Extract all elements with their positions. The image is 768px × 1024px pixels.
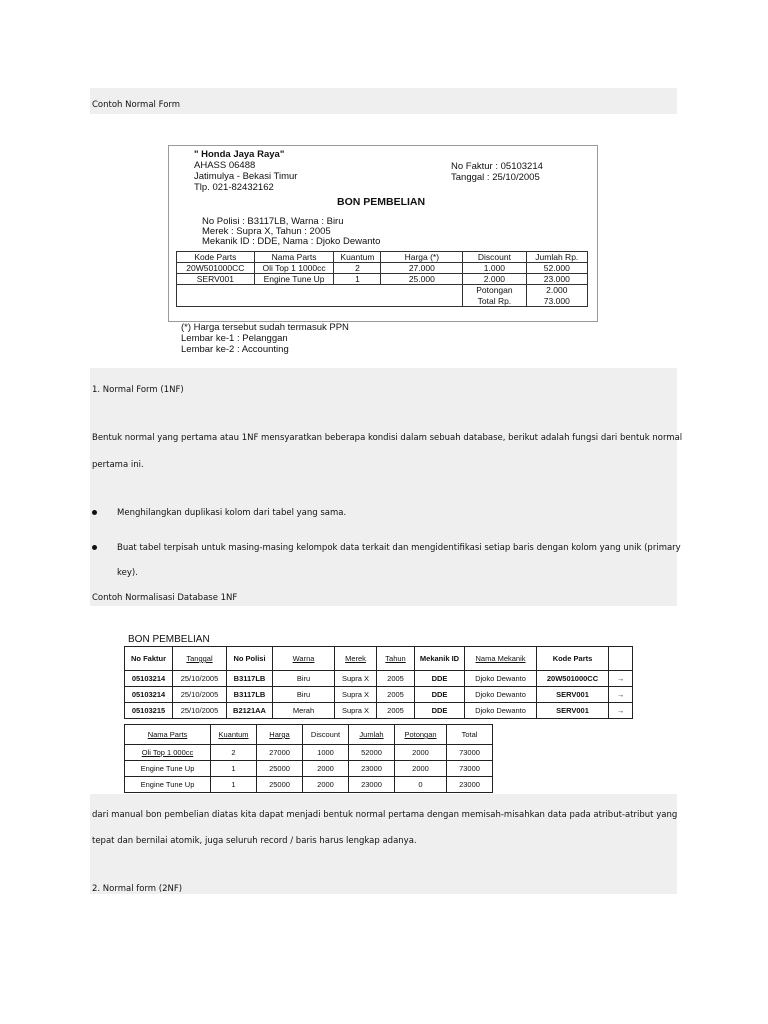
cell: 25000 bbox=[257, 761, 303, 777]
cell: 23000 bbox=[349, 777, 395, 793]
header-cell: Nama Mekanik bbox=[465, 647, 537, 671]
bullet-item-1: Menghilangkan duplikasi kolom dari tabel yang sama. bbox=[117, 508, 347, 518]
table2-header-row bbox=[125, 725, 493, 745]
cell: 05103214 bbox=[125, 671, 173, 687]
cell: Djoko Dewanto bbox=[465, 703, 537, 719]
header-cell bbox=[609, 647, 633, 671]
cell: 25/10/2005 bbox=[173, 703, 227, 719]
cell: Biru bbox=[273, 671, 335, 687]
total-label: Total Rp. bbox=[463, 296, 526, 307]
cell: 1000 bbox=[303, 745, 349, 761]
cell: 27.000 bbox=[381, 263, 463, 274]
cell: SERV001 bbox=[177, 274, 255, 285]
arrow-cell: → bbox=[609, 703, 633, 719]
table-row bbox=[125, 761, 493, 777]
paragraph-1nf-line1: Bentuk normal yang pertama atau 1NF mensyaratkan beberapa kondisi dalam sebuah database, berikut adalah fungsi dari bentuk normal bbox=[92, 433, 683, 443]
cell: 25/10/2005 bbox=[173, 687, 227, 703]
cell: 73000 bbox=[447, 745, 493, 761]
header-cell: Total bbox=[447, 725, 493, 745]
header-cell: Kuantum bbox=[334, 252, 381, 263]
header-cell: Nama Parts bbox=[125, 725, 211, 745]
cell: 73000 bbox=[447, 761, 493, 777]
ahass-code: AHASS 06488 bbox=[194, 160, 256, 171]
cell: SERV001 bbox=[537, 687, 609, 703]
paragraph-explanation-line2: tepat dan bernilai atomik, juga seluruh record / baris harus lengkap adanya. bbox=[92, 836, 417, 846]
header-cell: No Polisi bbox=[227, 647, 273, 671]
header-cell: Jumlah Rp. bbox=[526, 252, 587, 263]
shop-phone: Tlp. 021-82432162 bbox=[194, 182, 274, 193]
paragraph-explanation-line1: dari manual bon pembelian diatas kita dapat menjadi bentuk normal pertama dengan memisah-misahkan data pada atribut-atribut yang bbox=[92, 810, 678, 820]
bullet-dot bbox=[92, 510, 97, 515]
table-row bbox=[125, 703, 633, 719]
cell: 1 bbox=[211, 761, 257, 777]
cell: 52.000 bbox=[526, 263, 587, 274]
cell: Djoko Dewanto bbox=[465, 671, 537, 687]
total-value: 73.000 bbox=[526, 296, 587, 307]
header-cell: No Faktur bbox=[125, 647, 173, 671]
header-cell: Harga (*) bbox=[381, 252, 463, 263]
bullet-item-2-line2: key). bbox=[117, 568, 138, 578]
cell: Engine Tune Up bbox=[125, 761, 211, 777]
header-cell: Merek bbox=[335, 647, 377, 671]
table-row bbox=[125, 745, 493, 761]
cell: 1.000 bbox=[463, 263, 526, 274]
header-cell: Discount bbox=[463, 252, 526, 263]
tanggal: Tanggal : 25/10/2005 bbox=[451, 172, 540, 183]
table-row-potongan bbox=[177, 285, 588, 296]
cell: 2005 bbox=[377, 687, 415, 703]
cell: 2000 bbox=[303, 761, 349, 777]
potongan-label: Potongan bbox=[463, 285, 526, 296]
header-cell: Harga bbox=[257, 725, 303, 745]
bullet-dot bbox=[92, 545, 97, 550]
cell: B2121AA bbox=[227, 703, 273, 719]
cell: Biru bbox=[273, 687, 335, 703]
bullet-item-2-line1: Buat tabel terpisah untuk masing-masing kelompok data terkait dan mengidentifikasi setiap baris dengan kolom yang unik (primary bbox=[117, 543, 681, 553]
cell: 2000 bbox=[395, 745, 447, 761]
arrow-cell: → bbox=[609, 671, 633, 687]
mekanik: Mekanik ID : DDE, Nama : Djoko Dewanto bbox=[202, 236, 381, 247]
cell: 20W501000CC bbox=[177, 263, 255, 274]
cell: 25/10/2005 bbox=[173, 671, 227, 687]
empty-cell bbox=[177, 285, 463, 307]
section-title-1nf: 1. Normal Form (1NF) bbox=[92, 385, 184, 395]
note-ppn: (*) Harga tersebut sudah termasuk PPN bbox=[181, 322, 349, 333]
cell: Oli Top 1 1000cc bbox=[254, 263, 334, 274]
section-title-2nf: 2. Normal form (2NF) bbox=[92, 884, 183, 894]
cell: 2005 bbox=[377, 703, 415, 719]
normalized-table-2 bbox=[124, 724, 493, 793]
section-title-contoh: Contoh Normal Form bbox=[92, 100, 181, 110]
table1-header-row bbox=[125, 647, 633, 671]
receipt-title: BON PEMBELIAN bbox=[337, 196, 426, 208]
paragraph-1nf-line2: pertama ini. bbox=[92, 460, 144, 470]
cell: 1 bbox=[211, 777, 257, 793]
header-cell: Tahun bbox=[377, 647, 415, 671]
cell: Supra X bbox=[335, 703, 377, 719]
cell: 2000 bbox=[303, 777, 349, 793]
cell: 23.000 bbox=[526, 274, 587, 285]
cell: DDE bbox=[415, 703, 465, 719]
cell: 20W501000CC bbox=[537, 671, 609, 687]
cell: 23000 bbox=[447, 777, 493, 793]
header-cell: Potongan bbox=[395, 725, 447, 745]
cell: 1 bbox=[334, 274, 381, 285]
section-title-contoh-1nf: Contoh Normalisasi Database 1NF bbox=[92, 593, 238, 603]
cell: SERV001 bbox=[537, 703, 609, 719]
header-cell: Kode Parts bbox=[177, 252, 255, 263]
cell: 52000 bbox=[349, 745, 395, 761]
cell: 2005 bbox=[377, 671, 415, 687]
table-row bbox=[125, 671, 633, 687]
cell: Merah bbox=[273, 703, 335, 719]
cell: 2 bbox=[334, 263, 381, 274]
header-cell: Tanggal bbox=[173, 647, 227, 671]
cell: DDE bbox=[415, 687, 465, 703]
table-row bbox=[125, 777, 493, 793]
receipt-header-row bbox=[177, 252, 588, 263]
cell: Engine Tune Up bbox=[254, 274, 334, 285]
cell: Supra X bbox=[335, 687, 377, 703]
cell: DDE bbox=[415, 671, 465, 687]
cell: 05103214 bbox=[125, 687, 173, 703]
cell: 2000 bbox=[395, 761, 447, 777]
table-row bbox=[177, 263, 588, 274]
merek: Merek : Supra X, Tahun : 2005 bbox=[202, 226, 331, 237]
cell: Oli Top 1 000cc bbox=[125, 745, 211, 761]
no-polisi: No Polisi : B3117LB, Warna : Biru bbox=[202, 216, 344, 227]
cell: 0 bbox=[395, 777, 447, 793]
header-cell: Discount bbox=[303, 725, 349, 745]
note-lembar-1: Lembar ke-1 : Pelanggan bbox=[181, 333, 288, 344]
shop-name: " Honda Jaya Raya" bbox=[194, 149, 285, 160]
cell: 27000 bbox=[257, 745, 303, 761]
table-row bbox=[177, 274, 588, 285]
header-cell: Warna bbox=[273, 647, 335, 671]
table1-title: BON PEMBELIAN bbox=[128, 634, 210, 645]
note-lembar-2: Lembar ke-2 : Accounting bbox=[181, 344, 289, 355]
cell: B3117LB bbox=[227, 671, 273, 687]
section-band-1nf bbox=[90, 368, 677, 606]
potongan-value: 2.000 bbox=[526, 285, 587, 296]
arrow-cell: → bbox=[609, 687, 633, 703]
cell: 25000 bbox=[257, 777, 303, 793]
table-row bbox=[125, 687, 633, 703]
header-cell: Jumlah bbox=[349, 725, 395, 745]
header-cell: Nama Parts bbox=[254, 252, 334, 263]
header-cell: Kuantum bbox=[211, 725, 257, 745]
cell: 25.000 bbox=[381, 274, 463, 285]
cell: B3117LB bbox=[227, 687, 273, 703]
no-faktur: No Faktur : 05103214 bbox=[451, 161, 543, 172]
cell: Engine Tune Up bbox=[125, 777, 211, 793]
cell: Supra X bbox=[335, 671, 377, 687]
cell: Djoko Dewanto bbox=[465, 687, 537, 703]
receipt-table bbox=[176, 251, 588, 307]
shop-address: Jatimulya - Bekasi Timur bbox=[194, 171, 298, 182]
cell: 23000 bbox=[349, 761, 395, 777]
cell: 2.000 bbox=[463, 274, 526, 285]
header-cell: Mekanik ID bbox=[415, 647, 465, 671]
normalized-table-1 bbox=[124, 646, 633, 719]
cell: 05103215 bbox=[125, 703, 173, 719]
header-cell: Kode Parts bbox=[537, 647, 609, 671]
receipt-image bbox=[168, 145, 598, 322]
cell: 2 bbox=[211, 745, 257, 761]
